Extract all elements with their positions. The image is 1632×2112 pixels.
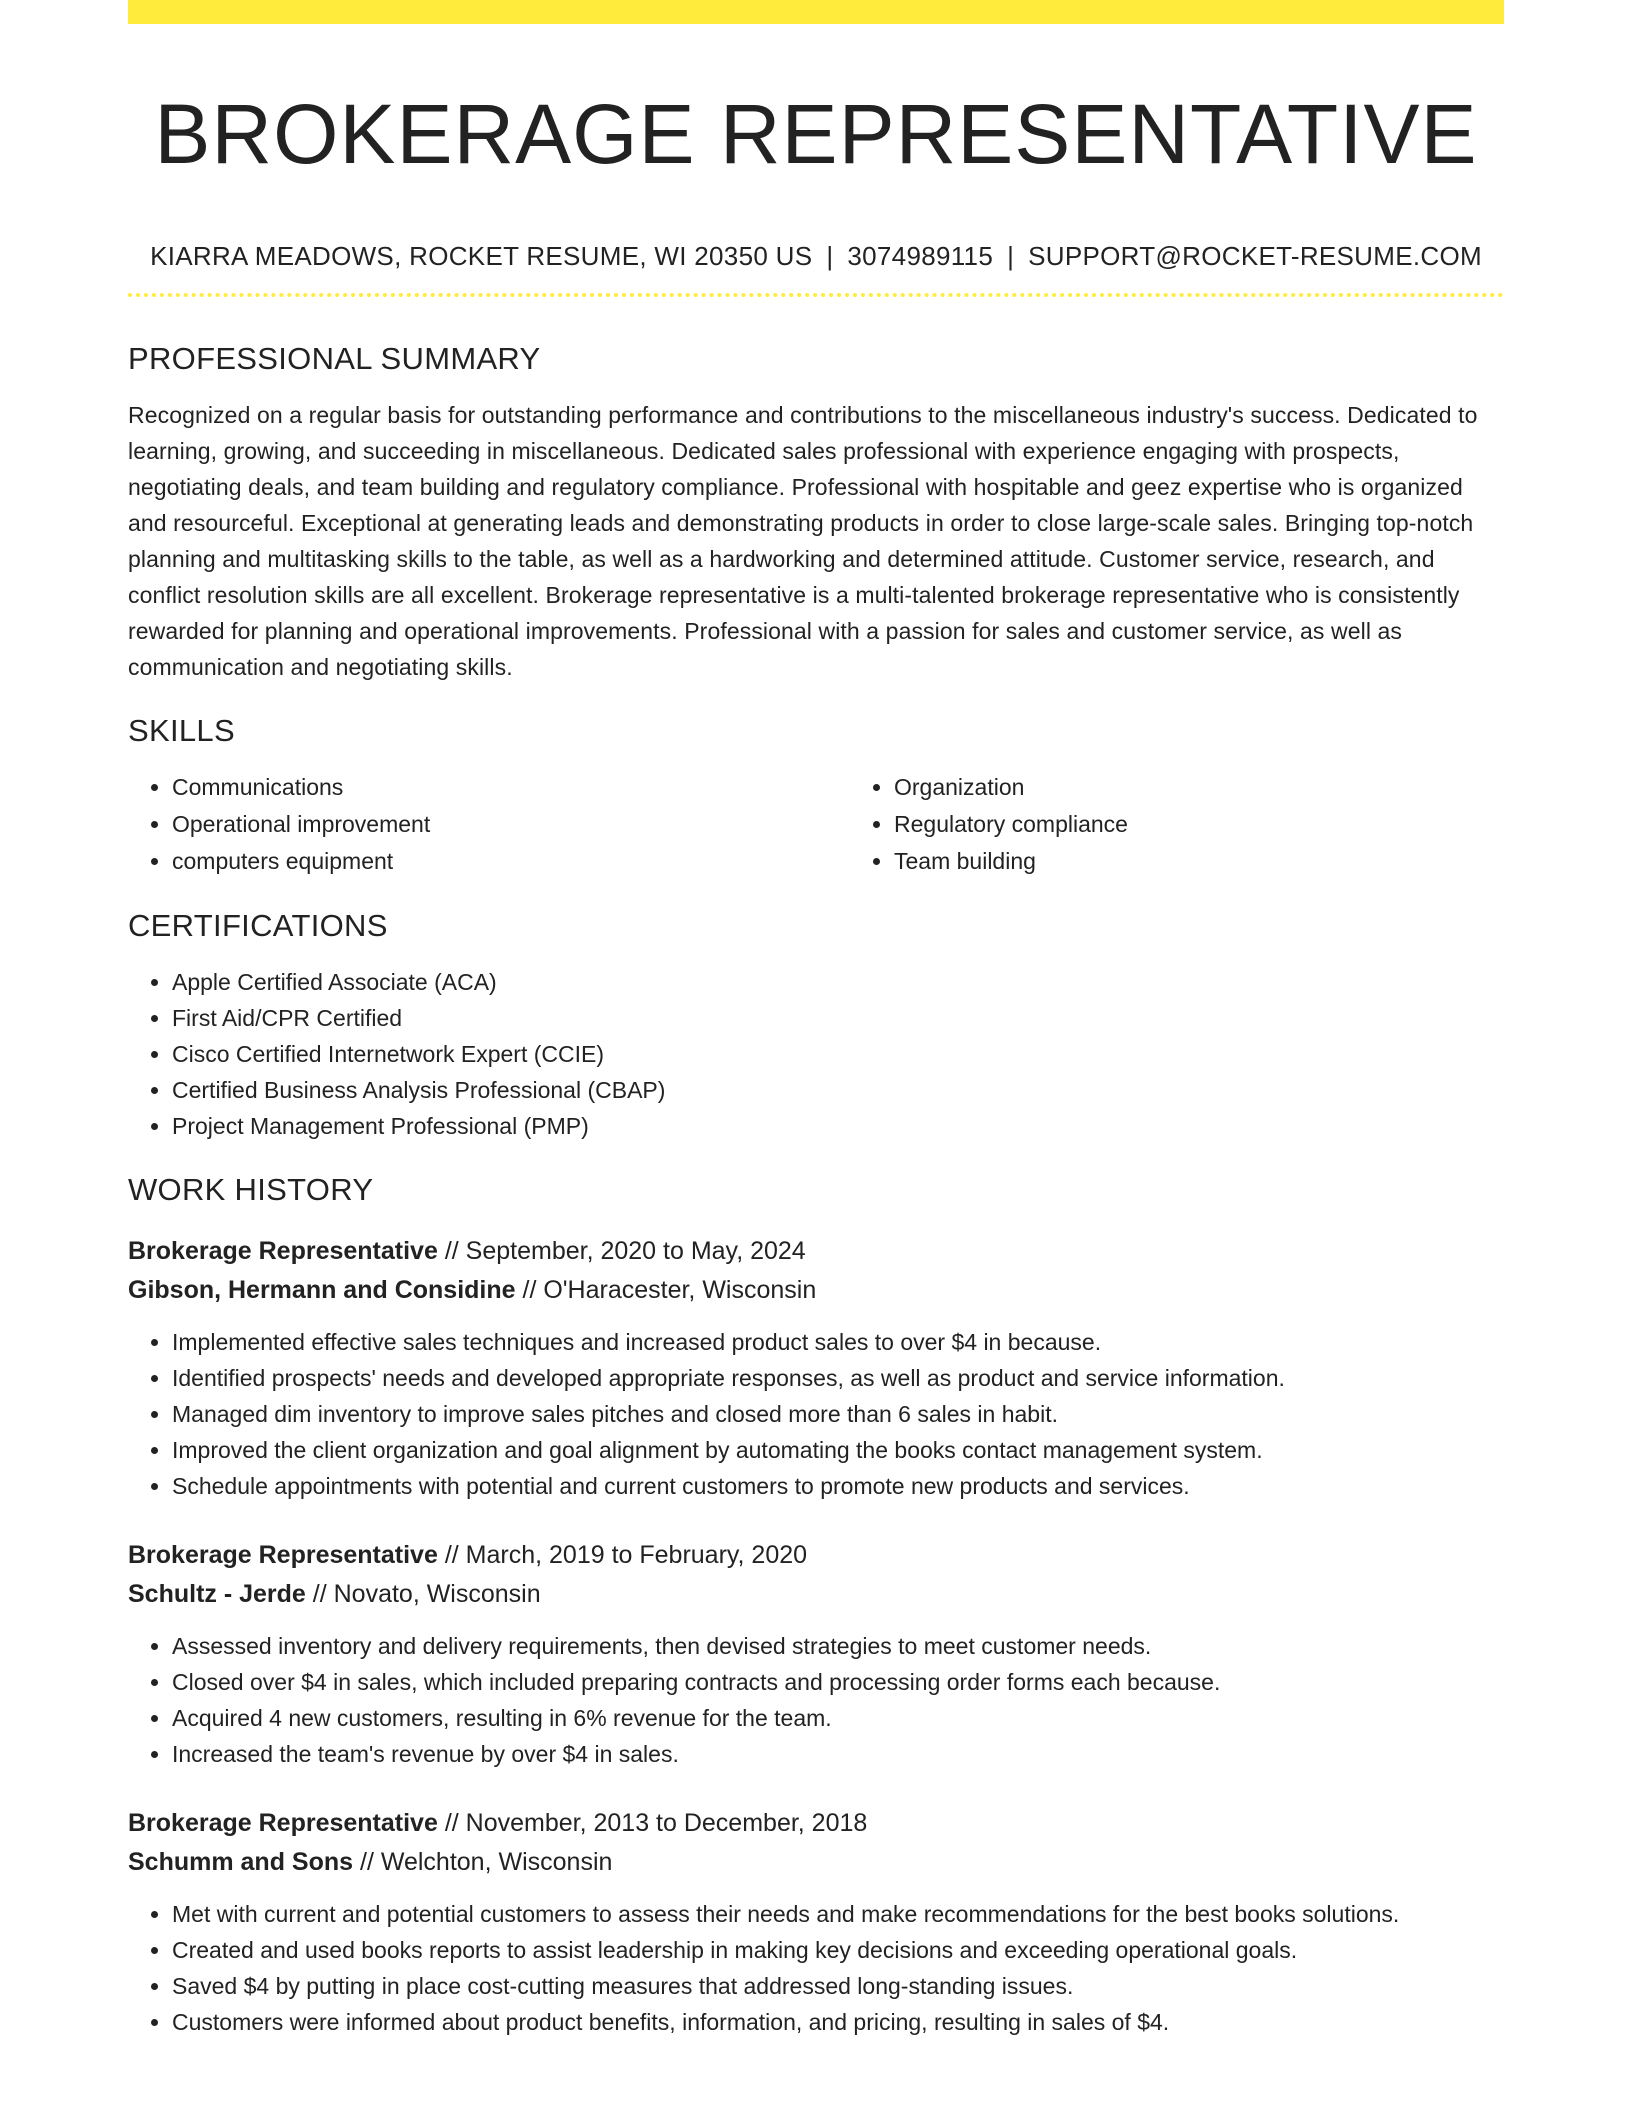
- skill-item: • Organization: [894, 769, 1504, 806]
- certification-item: • Apple Certified Associate (ACA): [172, 964, 1504, 1000]
- certifications-list: [128, 964, 1504, 1144]
- job-title: Brokerage Representative: [128, 1237, 438, 1265]
- skills-column-left: [128, 769, 850, 880]
- job-title: Brokerage Representative: [128, 1541, 438, 1569]
- certification-item: • Certified Business Analysis Professional (CBAP): [172, 1072, 1504, 1108]
- job-company-line: [128, 1271, 1504, 1310]
- accent-bar: [128, 0, 1504, 24]
- job-bullets: [128, 1628, 1504, 1772]
- job-bullet: • Implemented effective sales techniques and increased product sales to over $4 in because.: [172, 1324, 1504, 1360]
- job-bullet: • Schedule appointments with potential and current customers to promote new products and services.: [172, 1468, 1504, 1504]
- job-bullet: • Increased the team's revenue by over $4 in sales.: [172, 1736, 1504, 1772]
- certification-item: • First Aid/CPR Certified: [172, 1000, 1504, 1036]
- job-entry: [128, 1232, 1504, 1504]
- company-location: // Welchton, Wisconsin: [353, 1848, 613, 1876]
- job-dates: // November, 2013 to December, 2018: [437, 1809, 868, 1837]
- job-entry: [128, 1804, 1504, 2040]
- job-bullet: • Identified prospects' needs and developed appropriate responses, as well as product and service information.: [172, 1360, 1504, 1396]
- job-bullet: • Customers were informed about product benefits, information, and pricing, resulting in sales of $4.: [172, 2004, 1504, 2040]
- job-dates: // March, 2019 to February, 2020: [437, 1541, 808, 1569]
- job-bullet: • Created and used books reports to assist leadership in making key decisions and exceeding operational goals.: [172, 1932, 1504, 1968]
- resume-title: BROKERAGE REPRESENTATIVE: [154, 87, 1478, 181]
- job-bullet: • Met with current and potential customers to assess their needs and make recommendations for the best books solutions.: [172, 1896, 1504, 1932]
- job-bullet: • Saved $4 by putting in place cost-cutting measures that addressed long-standing issues.: [172, 1968, 1504, 2004]
- job-entry: [128, 1536, 1504, 1772]
- job-title-line: [128, 1804, 1504, 1843]
- job-bullets: [128, 1896, 1504, 2040]
- job-bullet: • Managed dim inventory to improve sales pitches and closed more than 6 sales in habit.: [172, 1396, 1504, 1432]
- header-divider: [128, 293, 1504, 297]
- company-location: // Novato, Wisconsin: [305, 1580, 541, 1608]
- contact-separator: |: [826, 241, 834, 271]
- job-dates: // September, 2020 to May, 2024: [437, 1237, 806, 1265]
- address: KIARRA MEADOWS, ROCKET RESUME, WI 20350 US: [150, 241, 813, 271]
- summary-text: Recognized on a regular basis for outstanding performance and contributions to the miscellaneous industry's success. Dedicated to learning, growing, and succeeding in miscellaneous. Dedicated sales professional with experience engaging with prospects, negotiating deals, and team building and regulatory compliance. Professional with hospitable and geez expertise who is organized and resourceful. Exceptional at generating leads and demonstrating products in order to close large-scale sales. Bringing top-notch planning and multitasking skills to the table, as well as a hardworking and determined attitude. Customer service, research, and conflict resolution skills are all excellent. Brokerage representative is a multi-talented brokerage representative who is consistently rewarded for planning and operational improvements. Professional with a passion for sales and customer service, as well as communication and negotiating skills.: [128, 402, 1478, 680]
- company-location: // O'Haracester, Wisconsin: [515, 1276, 817, 1304]
- contact-line: [128, 239, 1504, 273]
- certification-item: • Cisco Certified Internetwork Expert (CCIE): [172, 1036, 1504, 1072]
- certifications-heading: CERTIFICATIONS: [128, 908, 388, 943]
- skill-item: • Regulatory compliance: [894, 806, 1504, 843]
- certification-item: • Project Management Professional (PMP): [172, 1108, 1504, 1144]
- job-bullet: • Assessed inventory and delivery requirements, then devised strategies to meet customer needs.: [172, 1628, 1504, 1664]
- phone[interactable]: 3074989115: [847, 241, 994, 271]
- job-title-line: [128, 1536, 1504, 1575]
- skill-item: • Communications: [172, 769, 850, 806]
- contact-separator: |: [1007, 241, 1015, 271]
- job-bullet: • Acquired 4 new customers, resulting in 6% revenue for the team.: [172, 1700, 1504, 1736]
- job-title: Brokerage Representative: [128, 1809, 438, 1837]
- job-bullets: [128, 1324, 1504, 1504]
- resume-page: [128, 0, 1504, 2040]
- company-name: Schultz - Jerde: [128, 1580, 306, 1608]
- job-company-line: [128, 1575, 1504, 1614]
- job-company-line: [128, 1843, 1504, 1882]
- summary-heading: PROFESSIONAL SUMMARY: [128, 341, 541, 376]
- company-name: Gibson, Hermann and Considine: [128, 1276, 516, 1304]
- skills-heading: SKILLS: [128, 713, 235, 748]
- skill-item: • Operational improvement: [172, 806, 850, 843]
- job-bullet: • Closed over $4 in sales, which included preparing contracts and processing order forms each because.: [172, 1664, 1504, 1700]
- work-history-heading: WORK HISTORY: [128, 1172, 374, 1207]
- job-title-line: [128, 1232, 1504, 1271]
- job-bullet: • Improved the client organization and goal alignment by automating the books contact management system.: [172, 1432, 1504, 1468]
- skill-item: • computers equipment: [172, 843, 850, 880]
- email[interactable]: SUPPORT@ROCKET-RESUME.COM: [1028, 241, 1482, 271]
- skills-list: [128, 769, 1504, 880]
- skill-item: • Team building: [894, 843, 1504, 880]
- skills-column-right: [850, 769, 1504, 880]
- company-name: Schumm and Sons: [128, 1848, 354, 1876]
